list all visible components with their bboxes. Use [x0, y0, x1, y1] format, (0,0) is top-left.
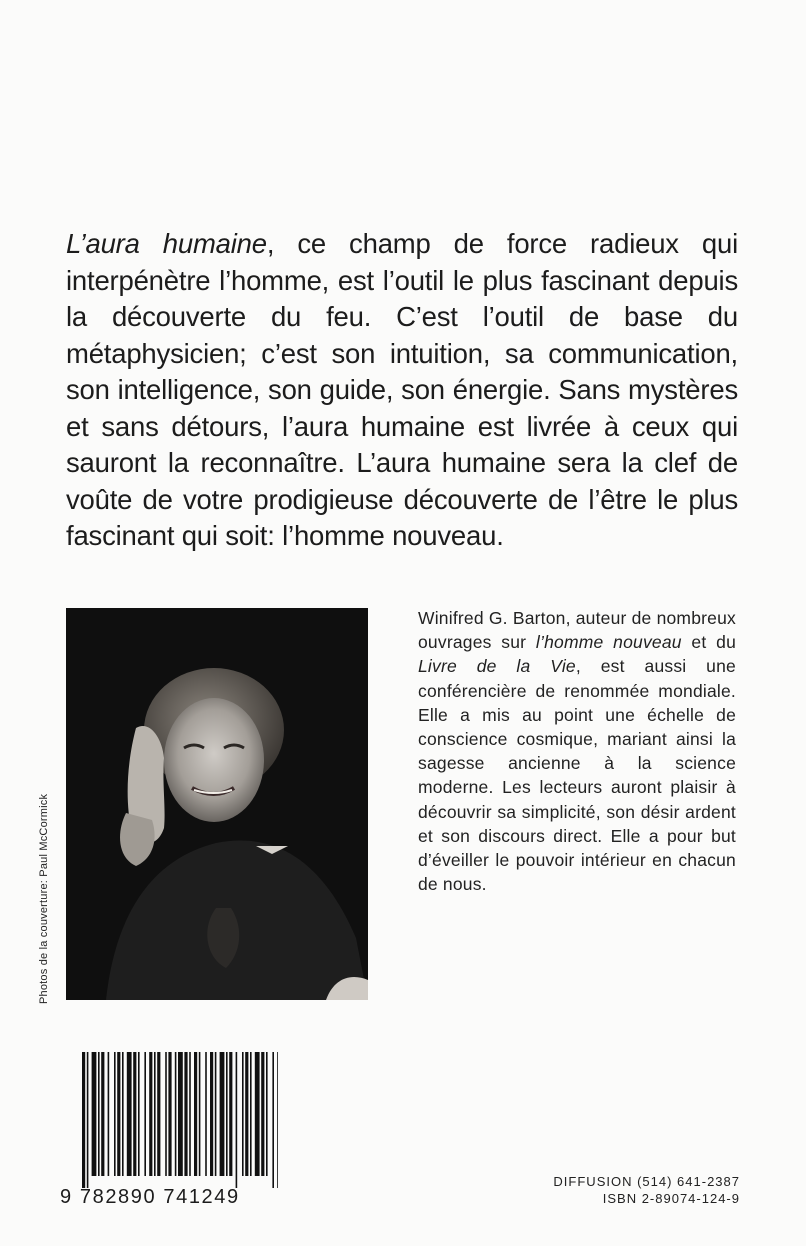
barcode-bar: [210, 1052, 213, 1176]
barcode-bar: [194, 1052, 197, 1176]
barcode-bar: [236, 1052, 238, 1188]
isbn-barcode: [82, 1052, 278, 1188]
barcode-bar: [229, 1052, 232, 1176]
barcode-bar: [242, 1052, 244, 1176]
barcode-bar: [82, 1052, 85, 1188]
barcode-bar: [189, 1052, 191, 1176]
author-portrait-image: [66, 608, 368, 1000]
bio-text-1: Winifred G. Barton, auteur de nombreux ouvrages sur: [418, 608, 736, 653]
barcode-bar: [138, 1052, 140, 1176]
barcode-bar: [108, 1052, 110, 1176]
barcode-bar: [215, 1052, 217, 1176]
barcode-bar: [184, 1052, 187, 1176]
barcode-bar: [178, 1052, 183, 1176]
barcode-bar: [117, 1052, 120, 1176]
photo-credit: Photos de la couverture: Paul McCormick: [38, 793, 50, 1004]
barcode-bar: [127, 1052, 132, 1176]
barcode-bar: [245, 1052, 248, 1176]
barcode-bar: [277, 1052, 278, 1188]
barcode-bar: [133, 1052, 136, 1176]
barcode-bar: [220, 1052, 225, 1176]
author-bio: [418, 606, 736, 896]
barcode-bar: [98, 1052, 100, 1176]
author-photo: [66, 608, 368, 1000]
barcode-digits: 9 782890 741249: [60, 1186, 240, 1208]
barcode-bar: [165, 1052, 167, 1176]
barcode-bar: [92, 1052, 97, 1176]
barcode-bar: [199, 1052, 201, 1176]
barcode-bar: [114, 1052, 116, 1176]
barcode-bar: [250, 1052, 252, 1176]
bio-italic-1: l’homme nouveau: [535, 632, 682, 653]
barcode-bar: [255, 1052, 260, 1176]
barcode-bar: [157, 1052, 160, 1176]
barcode-bar: [87, 1052, 89, 1188]
bio-text-3: , est aussi une conférencière de renommée mondiale. Elle a mis au point une échelle de conscience cosmique, mariant ainsi la sagesse ancienne à la science moderne. Les lecteurs auront plaisir à découvrir sa simplicité, son désir ardent et son discours direct. Elle a pour but d’éveiller le pouvoir intérieur en chacun de nous.: [418, 656, 736, 895]
barcode-bar: [205, 1052, 207, 1176]
blurb-text: , ce champ de force radieux qui interpénètre l’homme, est l’outil le plus fascinant depuis la découverte du feu. C’est l’outil de base du métaphysicien; c’est son intuition, sa communication, son intelligence, son guide, son énergie. Sans mystères et sans détours, l’aura humaine est livrée à ceux qui sauront la reconnaître. L’aura humaine sera la clef de voûte de votre prodigieuse découverte de l’être le plus fascinant qui soit: l’homme nouveau.: [66, 228, 739, 551]
barcode-bar: [261, 1052, 264, 1176]
barcode-bar: [168, 1052, 171, 1176]
barcode-bar: [272, 1052, 274, 1188]
barcode-bar: [149, 1052, 152, 1176]
bio-italic-2: Livre de la Vie: [418, 656, 576, 677]
isbn-number: ISBN 2-89074-124-9: [602, 1190, 740, 1206]
barcode-bar: [101, 1052, 104, 1176]
barcode-bar: [122, 1052, 124, 1176]
bio-text-2: et du: [681, 632, 736, 653]
barcode-bar: [175, 1052, 177, 1176]
publisher-info: [553, 1174, 740, 1207]
distribution-phone: DIFFUSION (514) 641-2387: [553, 1174, 740, 1189]
barcode-bar: [154, 1052, 156, 1176]
barcode-bar: [144, 1052, 146, 1176]
barcode-bar: [226, 1052, 228, 1176]
barcode-bar: [266, 1052, 268, 1176]
back-cover-blurb: [66, 226, 738, 555]
book-title: L’aura humaine: [66, 228, 267, 259]
